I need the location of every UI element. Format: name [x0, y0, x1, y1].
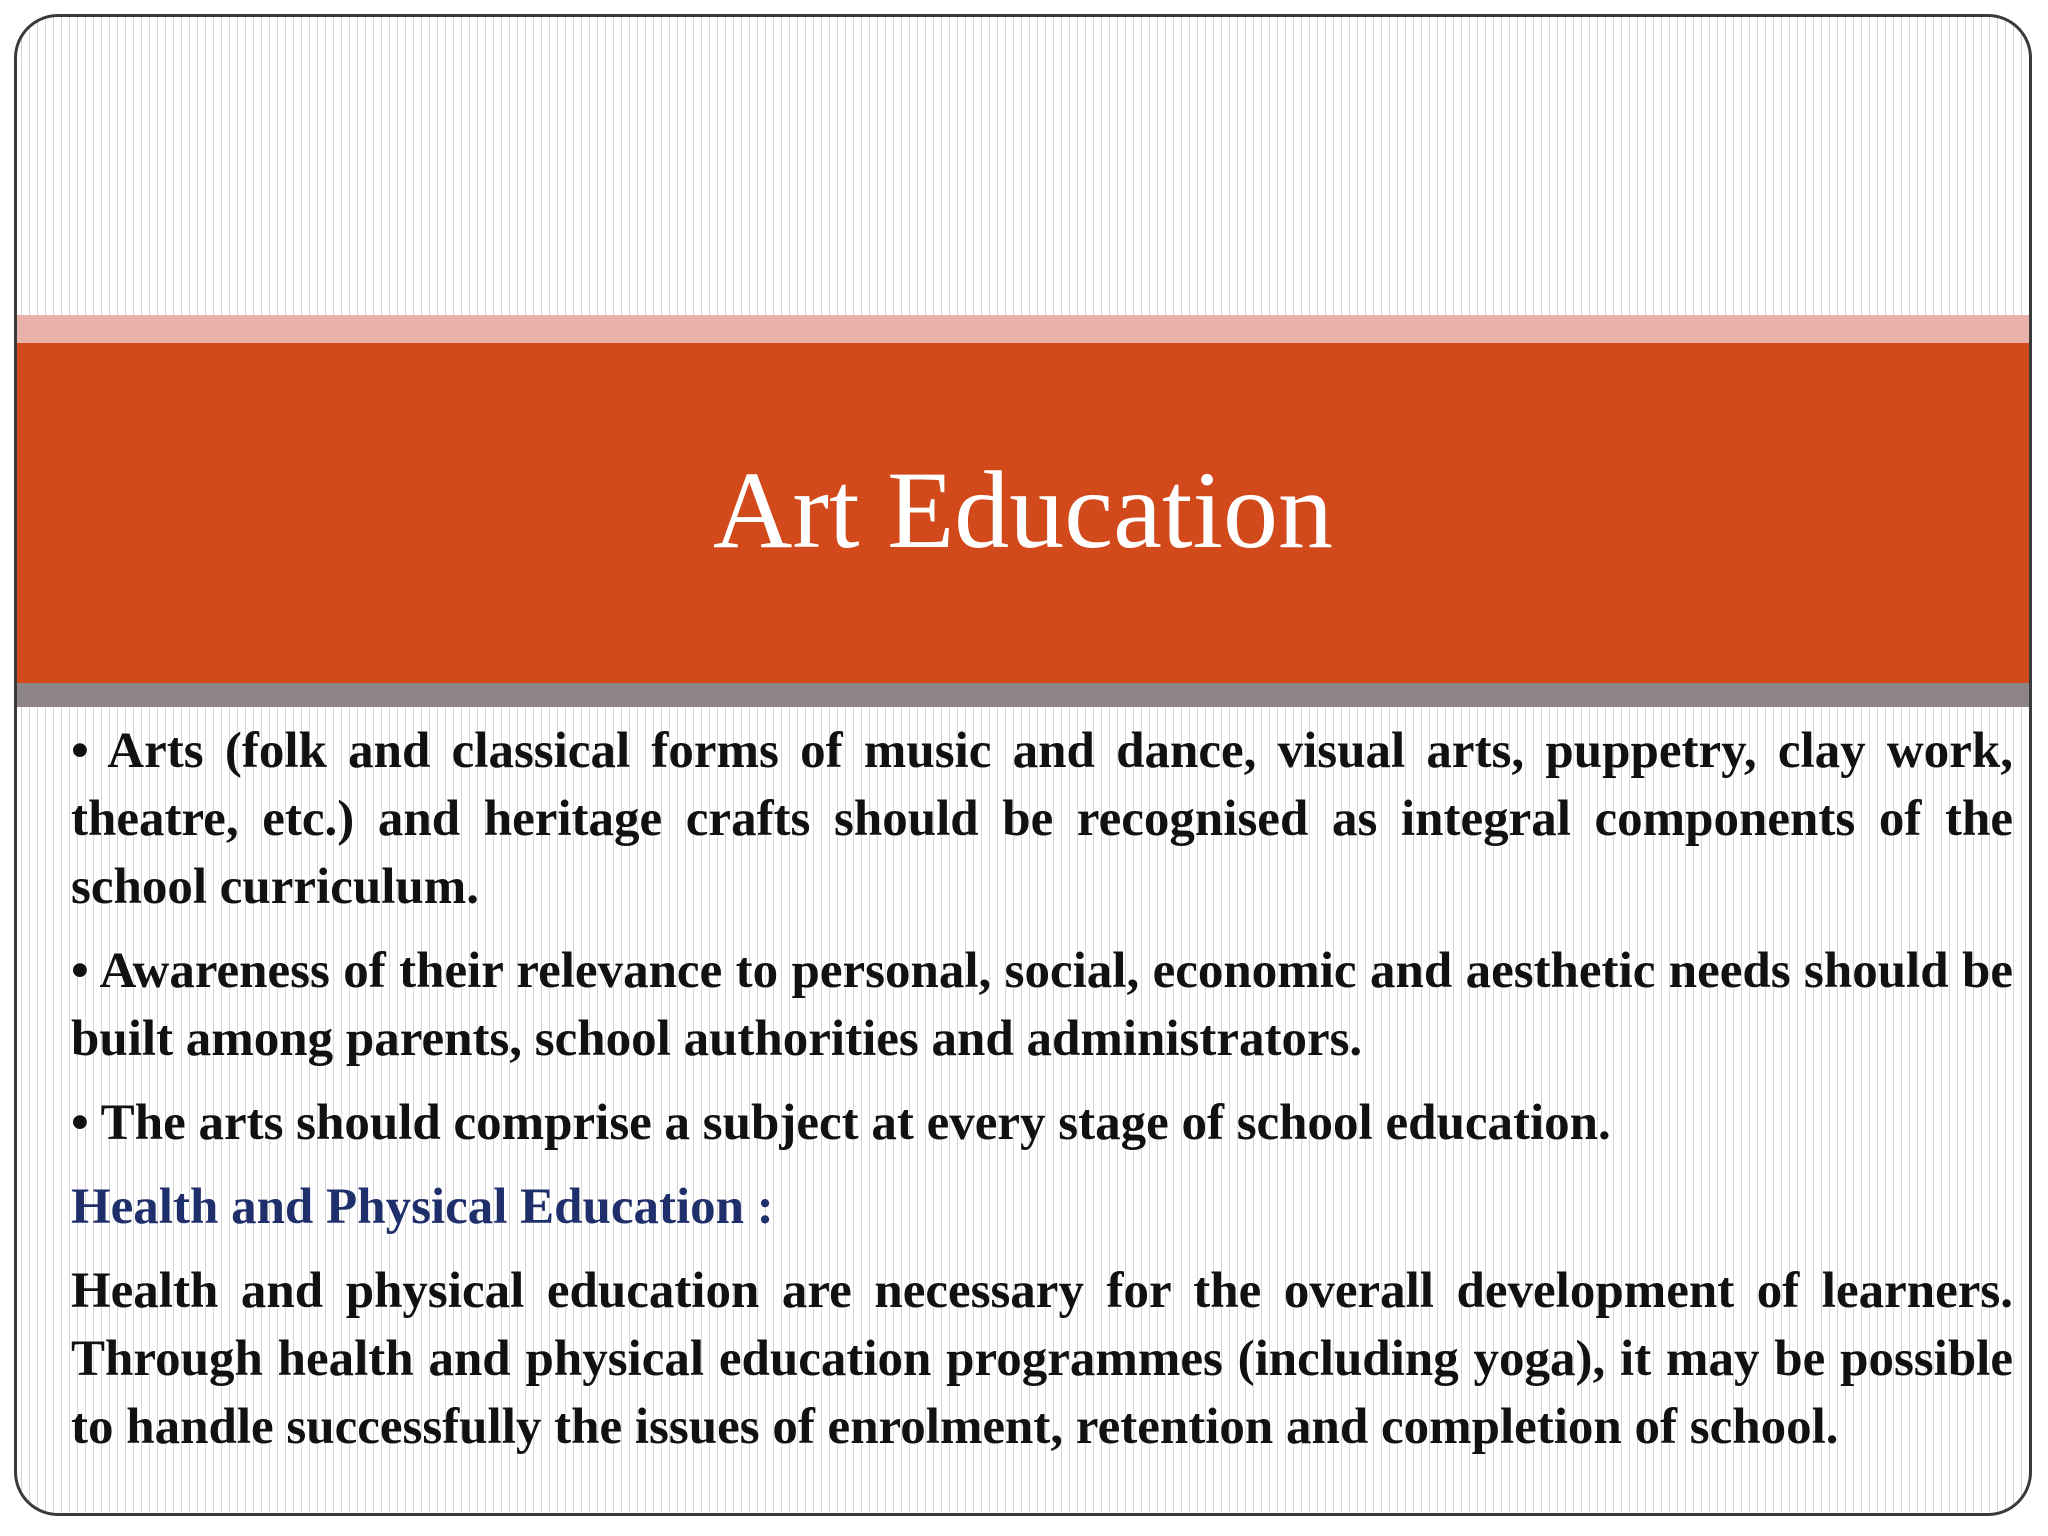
slide	[14, 14, 2032, 1516]
health-paragraph: Health and physical education are necessary for the overall development of learners. Through health and physical education programmes (including yoga), it may be possible to handle successfully the issues of enrolment, retention and completion of school.	[71, 1263, 2013, 1455]
title-band-top-stripe	[17, 315, 2029, 343]
title-band-bottom-stripe	[17, 683, 2029, 707]
section-heading-health: Health and Physical Education :	[71, 1179, 774, 1235]
slide-title: Art Education	[712, 448, 1334, 571]
slide-body	[71, 717, 2013, 1477]
bullet-arts-subject: • The arts should comprise a subject at every stage of school education.	[71, 1095, 1611, 1151]
bullet-awareness: • Awareness of their relevance to personal, social, economic and aesthetic needs should be built among parents, school authorities and administrators.	[71, 943, 2013, 1067]
bullet-arts-components: • Arts (folk and classical forms of music and dance, visual arts, puppetry, clay work, theatre, etc.) and heritage crafts should be recognised as integral components of the school curriculum.	[71, 723, 2013, 915]
title-band	[17, 343, 2029, 683]
